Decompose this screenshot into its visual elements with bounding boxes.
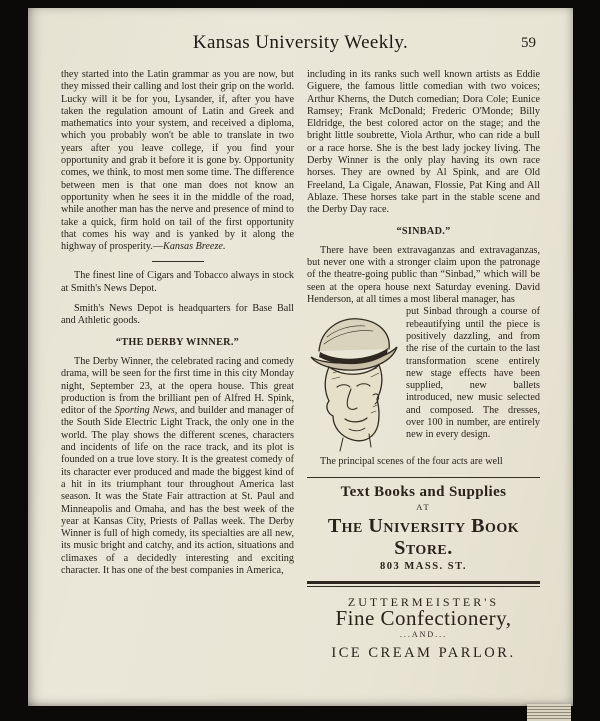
opening-paragraph (61, 69, 294, 253)
sinbad-wrapped-paragraph (307, 306, 540, 456)
opening-text: they started into the Latin grammar as you are now, but they missed their calling and lost their grip on the world. Lucky will it be for you, Lysander, if, after you have taken the regulation amount of Latin and Greek and mathematics into your system, and received a diploma, which you probably won't be able to translate in two years after you leave college, if you find your opportunity and grab it before it is gone by. Opportunity comes, we think, to most men some time. The difference between men is that one man does not know an opportunity when he sees it in the middle of the road, while another man has the nerve and presence of mind to take a quick, firm hold on tail of the first opportunity that comes his way and is yanked by it along the highway of prosperity.— (61, 69, 294, 253)
derby-continuation-paragraph: including in its ranks such well known artists as Eddie Giguere, the famous little comedian with two voices; Arthur Kherns, the Dutch comedian; Dora Cole; Eunice Ramsey; Frank McDonald; Frederic O'Monde; Billy Eldridge, the best colored actor on the stage; and the bright little soubrette, Viola Arthur, who can ride a bull or a race horse. She is the best lady jockey living. The Derby Winner is the only play having its own race horses. They are owned by Al Spink, and are Old Freeland, La Cigale, Anawan, Flossie, Pat King and All Ablaze. These horses take part in the stable scene and the Derby Day race. (307, 69, 540, 216)
sporting-news-title: Sporting News, (114, 405, 178, 417)
book-page-edge (527, 704, 571, 721)
confectionery-ad-title: Fine Confectionery, (335, 605, 512, 630)
derby-paragraph (61, 356, 294, 577)
right-column (307, 69, 540, 660)
bookstore-ad-name: The University Book Store. (327, 515, 520, 560)
confectionery-ad-name: ZUTTERMEISTER'S (347, 594, 500, 609)
bookstore-ad-at: AT (416, 501, 431, 512)
bookstore-ad (307, 478, 540, 581)
confectionery-ad (307, 587, 540, 660)
cigars-note: The finest line of Cigars and Tobacco always in stock at Smith's News Depot. (61, 270, 294, 294)
derby-winner-heading: “THE DERBY WINNER.” (115, 336, 240, 348)
sinbad-heading: “SINBAD.” (396, 225, 451, 237)
publication-title: Kansas University Weekly. (192, 32, 409, 53)
left-column (61, 69, 294, 660)
section-divider (152, 261, 204, 262)
bookstore-ad-title: Text Books and Supplies (340, 483, 507, 500)
sinbad-wrapped-text: put Sinbad through a course of rebeautifying until the piece is positively dazzling, and from the rise of the curtain to the last transformation scene entirely new stage effects have been supplied, new ballets introduced, new music selected and composed. The dresses, over 100 in number, are entirely new in every design. (406, 306, 540, 441)
derby-text-1: The Derby Winner, the celebrated racing and comedy drama, will be seen for the first time in this city Monday night, September 23, at the opera house. This great production is from the brilliant pen of Alfred H. Spink, editor of the (61, 355, 294, 417)
confectionery-ad-parlor: ICE CREAM PARLOR. (331, 645, 516, 662)
page-number: 59 (521, 35, 536, 51)
bookstore-ad-address: 803 MASS. ST. (380, 561, 467, 573)
opening-attribution: Kansas Breeze. (163, 241, 226, 253)
sinbad-closing-line: The principal scenes of the four acts are well (320, 456, 503, 468)
confectionery-ad-and: ...AND... (399, 630, 448, 640)
sinbad-intro-paragraph: There have been extravaganzas and extravaganzas, but never one with a stronger claim upon the patronage of the theatre-going public than “Sinbad,” which will be seen at the opera house next Saturday evening. David Henderson, at all times a most liberal manager, has (307, 244, 540, 306)
masthead (61, 32, 540, 58)
text-columns (61, 69, 540, 660)
sinbad-illustration (307, 307, 399, 455)
smiths-note: Smith's News Depot is headquarters for Base Ball and Athletic goods. (61, 303, 294, 327)
derby-text-2: and builder and manager of the South Side Electric Light Track, the only one in the world. The play shows the different scenes, characters and incidents of life on the race track, and its plot is founded on a true love story. It is the greatest comedy of its character ever produced and made the biggest kind of a hit in its triumphant tour throughout America last season. It was the State Fair attraction at St. Paul and Minneapolis and Omaha, and has the best week of the year at Kansas City, Priests of Pallas week. The Derby Winner is full of high comedy, its specialties are all new, its music bright and catchy, and its action, situations and climaxes of a decidedly interesting and exciting character. It has one of the best companies in America, (61, 405, 294, 576)
magazine-page (28, 8, 573, 706)
